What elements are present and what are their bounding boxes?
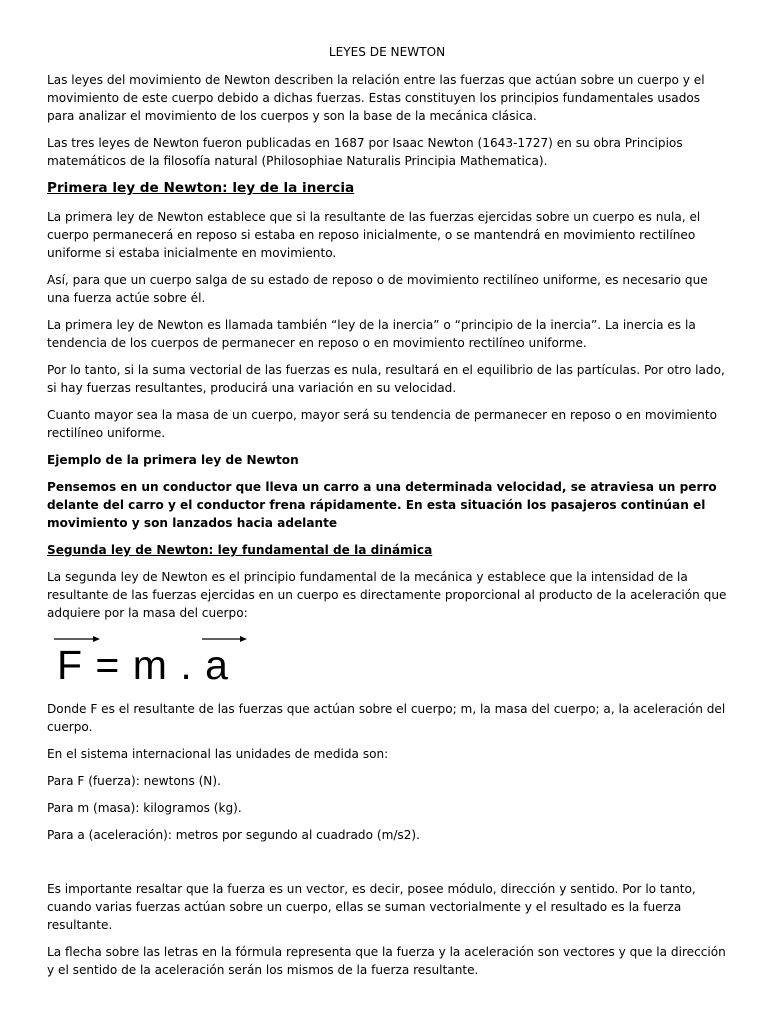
- second-law-paragraph: En el sistema internacional las unidades de medida son:: [47, 747, 389, 761]
- intro-paragraph: Las leyes del movimiento de Newton describen la relación entre las fuerzas que actúan sobre un cuerpo y el movimiento de este cuerpo debido a dichas fuerzas. Estas constituyen los principios fundamentales usados para analizar el movimiento de los cuerpos y son la base de la mecánica clásica.: [47, 73, 705, 123]
- first-law-paragraph: Cuanto mayor sea la masa de un cuerpo, mayor será su tendencia de permanecer en reposo o en movimiento rectilíneo uniforme.: [47, 408, 717, 440]
- unit-acceleration: Para a (aceleración): metros por segundo al cuadrado (m/s2).: [47, 828, 420, 842]
- intro-paragraph: Las tres leyes de Newton fueron publicadas en 1687 por Isaac Newton (1643-1727) en su obra Principios matemáticos de la filosofía natural (Philosophiae Naturalis Principia Mathematica).: [47, 136, 683, 168]
- document-title: LEYES DE NEWTON: [328, 45, 446, 59]
- second-law-heading: Segunda ley de Newton: ley fundamental de la dinámica: [47, 543, 433, 557]
- first-law-heading: Primera ley de Newton: ley de la inercia: [47, 180, 355, 196]
- first-law-paragraph: La primera ley de Newton establece que si la resultante de las fuerzas ejercidas sobre un cuerpo es nula, el cuerpo permanecerá en reposo si estaba en reposo inicialmente, o se mantendrá en movimiento rectilíneo uniforme si estaba inicialmente en movimiento.: [47, 210, 701, 260]
- second-law-intro: La segunda ley de Newton es el principio fundamental de la mecánica y establece que la intensidad de la resultante de las fuerzas ejercidas en un cuerpo es directamente proporcional al producto de la aceleración que adquiere por la masa del cuerpo:: [47, 570, 727, 620]
- first-law-paragraph: Así, para que un cuerpo salga de su estado de reposo o de movimiento rectilíneo uniforme, es necesario que una fuerza actúe sobre él.: [47, 273, 708, 305]
- formula-image: [52, 631, 252, 691]
- unit-mass: Para m (masa): kilogramos (kg).: [47, 801, 242, 815]
- blank-line: [47, 853, 727, 880]
- example-text: Pensemos en un conductor que lleva un carro a una determinada velocidad, se atraviesa un perro delante del carro y el conductor frena rápidamente. En esta situación los pasajeros continúan el movimiento y son lanzados hacia adelante: [47, 480, 717, 530]
- second-law-paragraph: Donde F es el resultante de las fuerzas que actúan sobre el cuerpo; m, la masa del cuerpo; a, la aceleración del cuerpo.: [47, 702, 726, 734]
- closing-paragraph: Es importante resaltar que la fuerza es un vector, es decir, posee módulo, dirección y sentido. Por lo tanto, cuando varias fuerzas actúan sobre un cuerpo, ellas se suman vectorialmente y el resultado es la fuerza resultante.: [47, 882, 696, 932]
- formula-text: F = m . a: [57, 642, 229, 688]
- first-law-paragraph: La primera ley de Newton es llamada también “ley de la inercia” o “principio de la inercia”. La inercia es la tendencia de los cuerpos de permanecer en reposo o en movimiento rectilíneo uniforme.: [47, 318, 696, 350]
- document-page: [47, 43, 727, 988]
- closing-paragraph: La flecha sobre las letras en la fórmula representa que la fuerza y la aceleración son vectores y que la dirección y el sentido de la aceleración serán los mismos de la fuerza resultante.: [47, 945, 726, 977]
- first-law-paragraph: Por lo tanto, si la suma vectorial de las fuerzas es nula, resultará en el equilibrio de las partículas. Por otro lado, si hay fuerzas resultantes, producirá una variación en su velocidad.: [47, 363, 725, 395]
- example-heading: Ejemplo de la primera ley de Newton: [47, 453, 299, 467]
- unit-force: Para F (fuerza): newtons (N).: [47, 774, 221, 788]
